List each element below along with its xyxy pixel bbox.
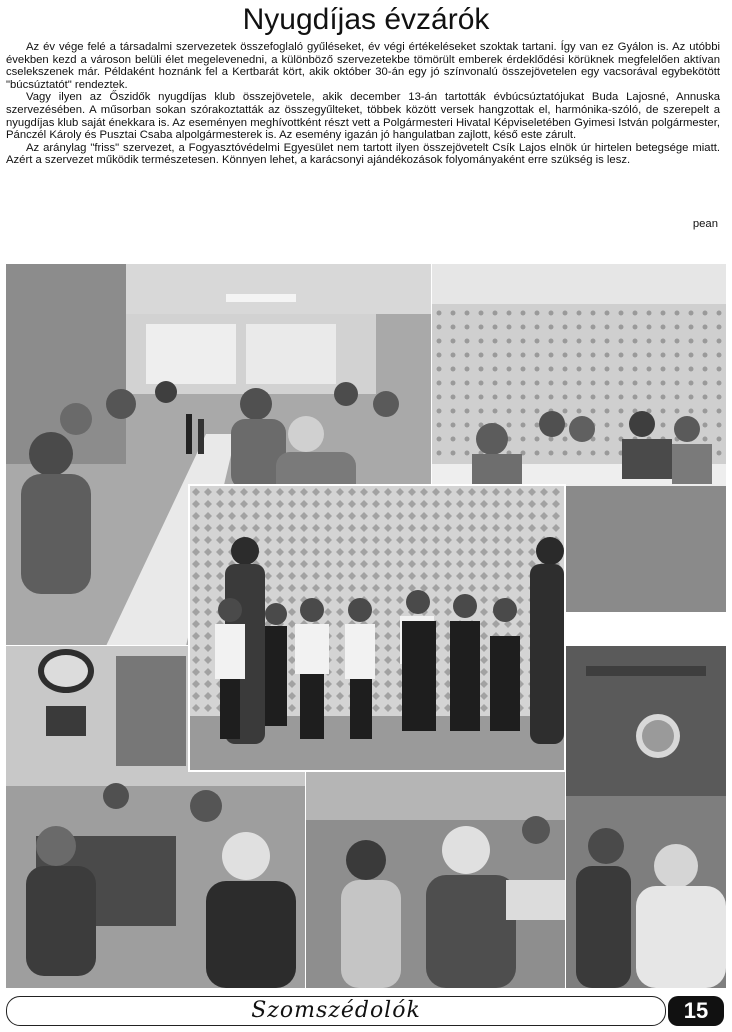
- photo-children-performance: [190, 486, 564, 770]
- article-title: Nyugdíjas évzárók: [242, 3, 490, 36]
- article-paragraph: Az aránylag "friss" szervezet, a Fogyasztóvédelmi Egyesület nem tartott ilyen összejövetelt Csík Lajos elnök úr hirtelen betegsége miatt. Azért a szervezet működik természetesen. Könnyen lehet, a karácsonyi ajándékozások folyományaként erre szükség is lesz.: [6, 141, 720, 167]
- page-number: 15: [668, 996, 724, 1026]
- footer-banner: [6, 996, 666, 1026]
- article-body: [6, 41, 720, 167]
- photo-crowd-tables: [306, 770, 566, 988]
- article-paragraph: Vagy ilyen az Őszidők nyugdíjas klub összejövetele, akik december 13-án tartották évbúcsúztatójukat Buda Lajosné, Annuska szervezésében. A műsorban sokan szórakoztatták az összegyűlteket, többek között versek hangzottak el, harmónika-szóló, de szerepelt a nyugdíjas klub saját énekkara is. Az eseményen meghívottként részt vett a Polgármesteri Hivatal Képviseletében Gyimesi István polgármester, Pánczél Károly és Pusztai Csaba alpolgármesterek is. Az esemény igazán jó hangulatban zajlott, késő este zárult.: [6, 91, 720, 142]
- photo-room-fan: [566, 646, 726, 988]
- article-paragraph: Az év vége felé a társadalmi szervezetek összefoglaló gyűléseket, év végi értékeléseket szoktak tartani. Így van ez Gyálon is. Az utóbbi években kezd a városon belüli élet megelevenedni, a különböző szervezetekbe tömörült emberek érdeklődési körüknek megfelelően aktívan cselekszenek már. Példaként hoznánk fel a Kertbarát kört, akik október 30-án egy jó színvonalú összejövetelen egy vacsorával egybekötött "búcsúztatót" rendeztek.: [6, 41, 720, 91]
- author-signature: pean: [692, 218, 718, 230]
- publication-name: Szomszédolók: [251, 998, 421, 1023]
